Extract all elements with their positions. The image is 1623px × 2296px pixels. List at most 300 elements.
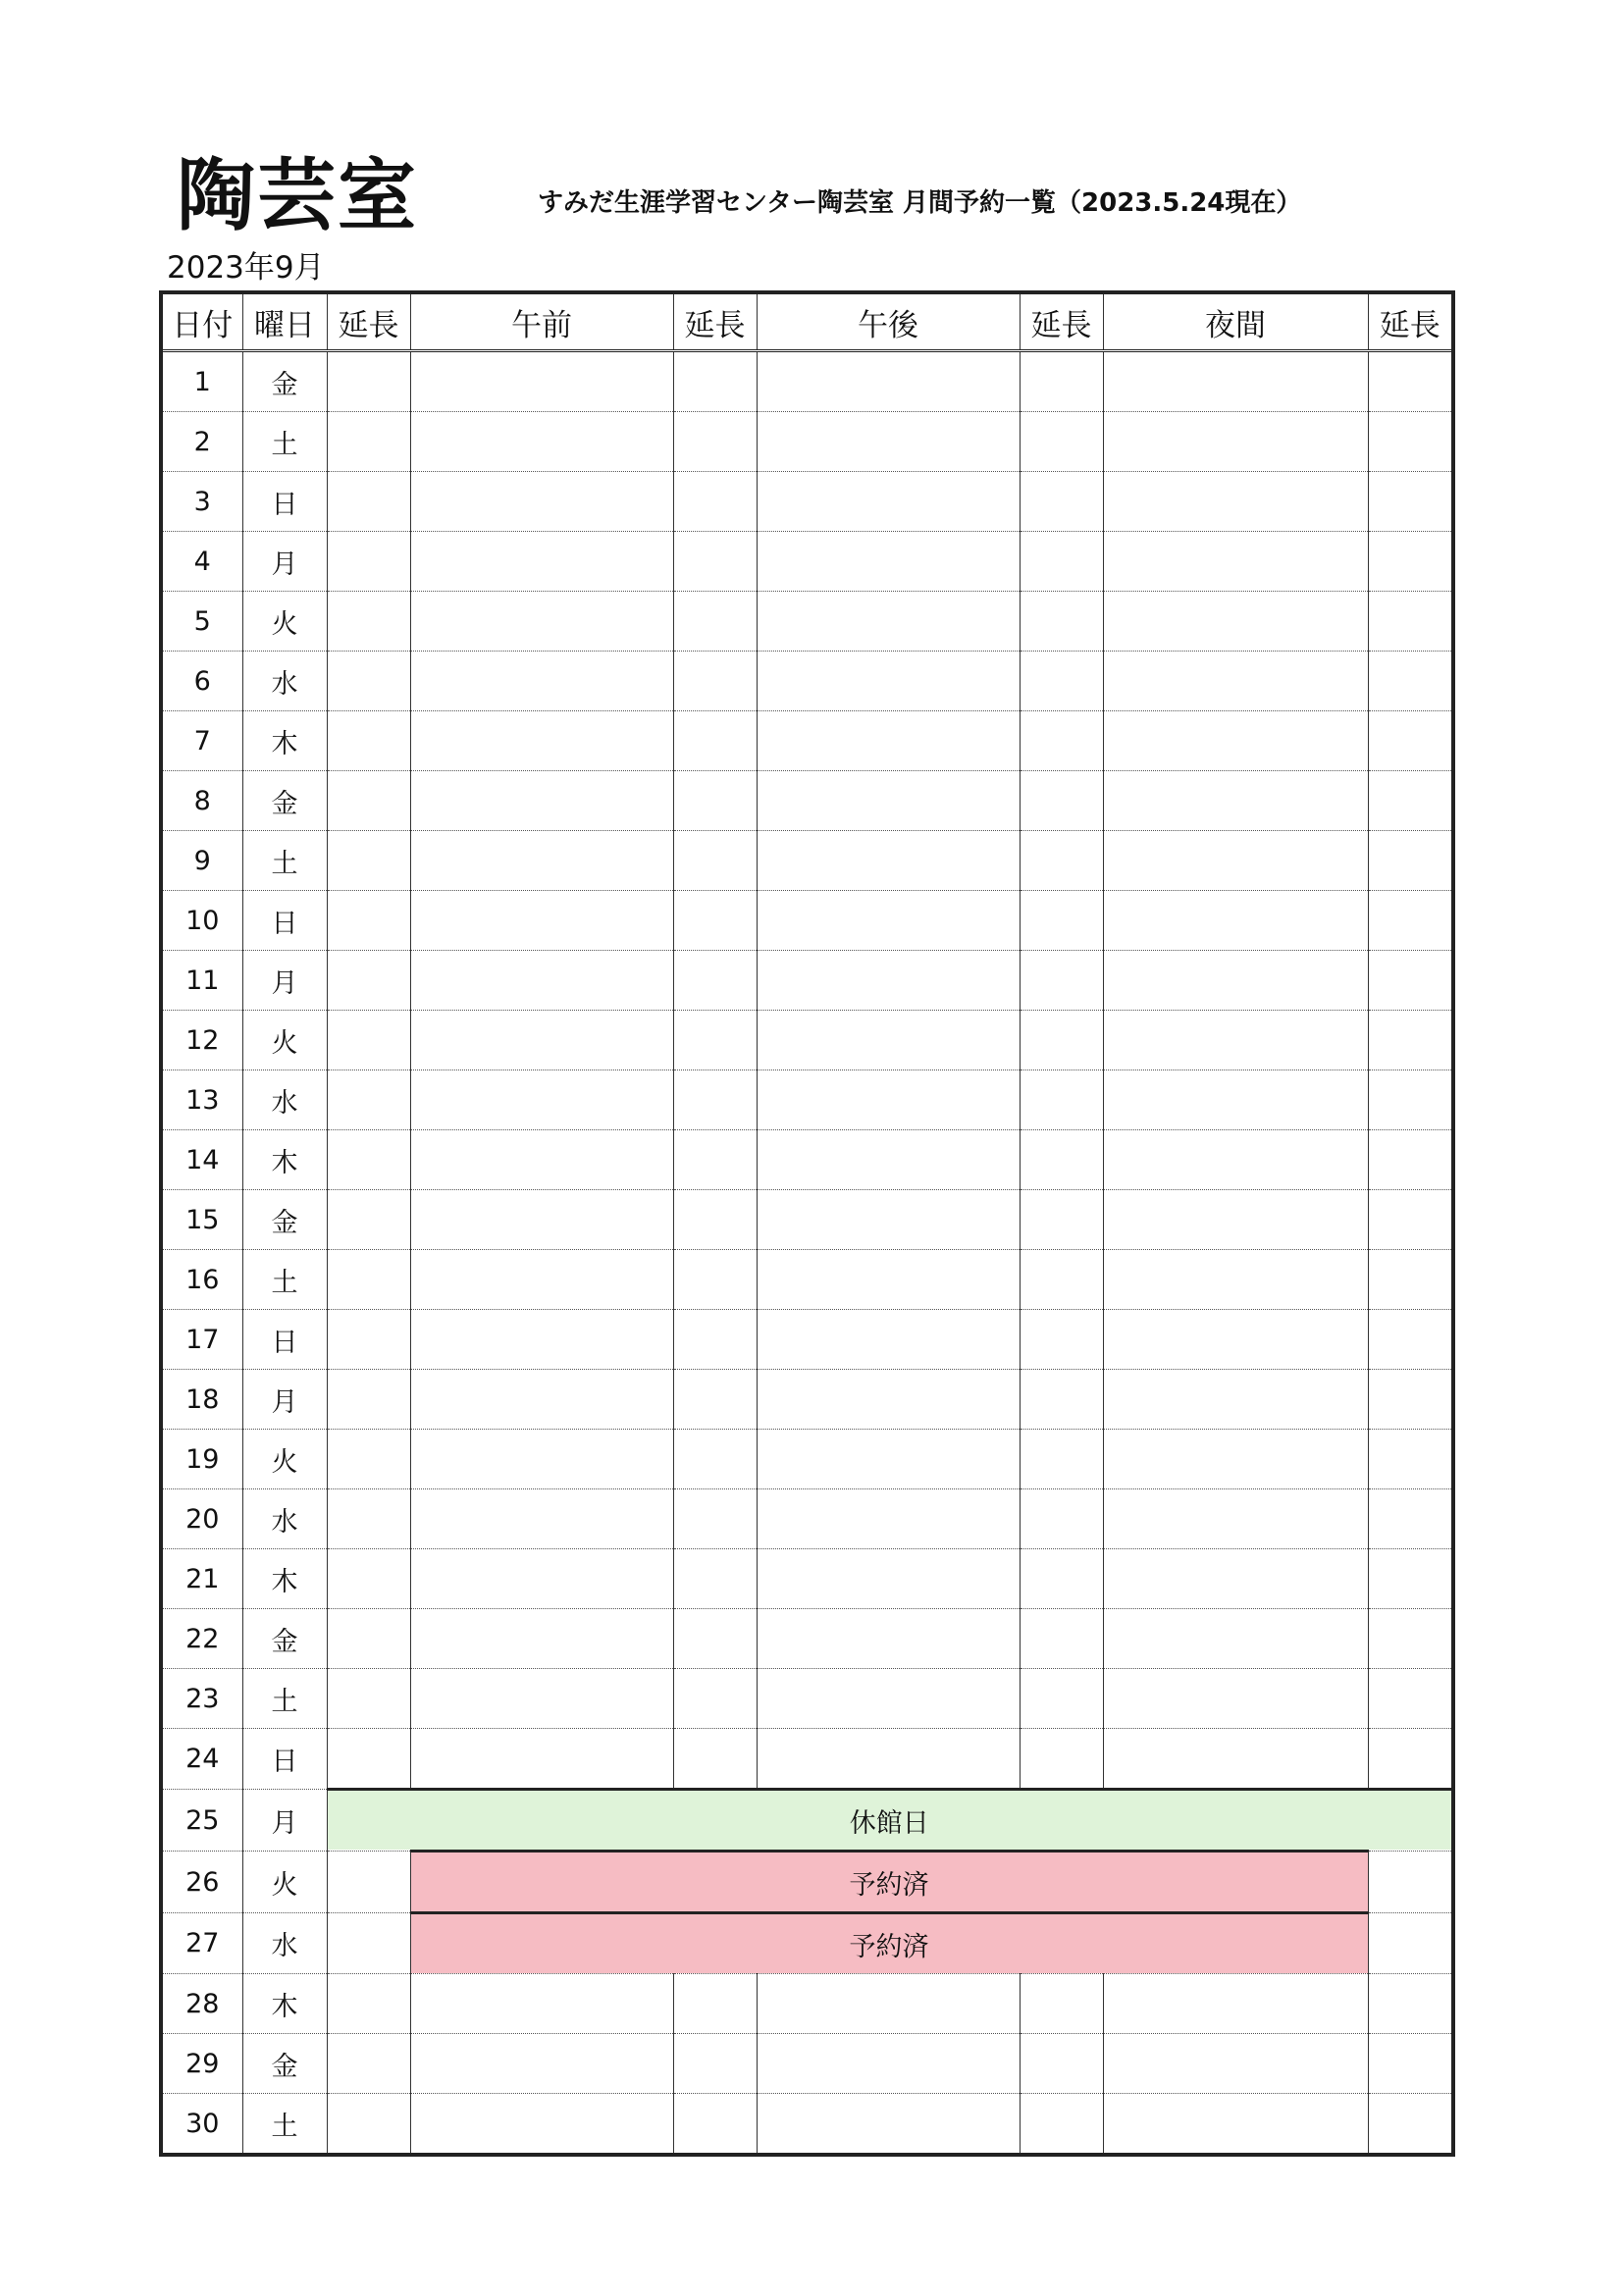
table-row	[161, 1790, 1453, 1852]
weekday-cell: 金	[242, 351, 327, 412]
table-row	[161, 1310, 1453, 1370]
extension-2-cell[interactable]	[673, 711, 757, 771]
weekday-cell: 木	[242, 1549, 327, 1609]
extension-2-cell[interactable]	[673, 1250, 757, 1310]
weekday-cell: 水	[242, 652, 327, 711]
extension-1-cell[interactable]	[327, 1130, 410, 1190]
evening-cell[interactable]	[1103, 1549, 1368, 1609]
extension-3-cell[interactable]	[1020, 2034, 1103, 2094]
extension-3-cell[interactable]	[1020, 652, 1103, 711]
date-cell: 23	[161, 1669, 242, 1729]
table-row	[161, 1974, 1453, 2034]
weekday-cell: 日	[242, 1729, 327, 1790]
evening-cell[interactable]	[1103, 891, 1368, 951]
evening-cell[interactable]	[1103, 951, 1368, 1011]
date-cell: 15	[161, 1190, 242, 1250]
date-cell: 25	[161, 1790, 242, 1852]
extension-1-cell[interactable]	[327, 1669, 410, 1729]
extension-3-cell[interactable]	[1020, 1310, 1103, 1370]
morning-cell[interactable]	[410, 711, 673, 771]
date-cell: 18	[161, 1370, 242, 1430]
table-row	[161, 1852, 1453, 1913]
date-cell: 1	[161, 351, 242, 412]
extension-3-cell[interactable]	[1020, 1549, 1103, 1609]
afternoon-cell[interactable]	[757, 831, 1020, 891]
extension-2-cell[interactable]	[673, 2034, 757, 2094]
afternoon-cell[interactable]	[757, 1549, 1020, 1609]
date-cell: 21	[161, 1549, 242, 1609]
extension-4-cell[interactable]	[1368, 1190, 1453, 1250]
morning-cell[interactable]	[410, 891, 673, 951]
date-cell: 6	[161, 652, 242, 711]
morning-cell[interactable]	[410, 2094, 673, 2156]
afternoon-cell[interactable]	[757, 1974, 1020, 2034]
date-cell: 17	[161, 1310, 242, 1370]
date-cell: 20	[161, 1489, 242, 1549]
table-row	[161, 1370, 1453, 1430]
extension-3-cell[interactable]	[1020, 472, 1103, 532]
booked-cell: 予約済	[410, 1913, 1368, 1974]
weekday-cell: 金	[242, 1609, 327, 1669]
weekday-cell: 木	[242, 711, 327, 771]
extension-4-cell[interactable]	[1368, 1250, 1453, 1310]
booked-cell: 予約済	[410, 1852, 1368, 1913]
extension-3-cell[interactable]	[1020, 532, 1103, 592]
extension-2-cell[interactable]	[673, 1549, 757, 1609]
extension-3-cell[interactable]	[1020, 831, 1103, 891]
table-row	[161, 891, 1453, 951]
table-row	[161, 951, 1453, 1011]
morning-cell[interactable]	[410, 652, 673, 711]
table-row	[161, 1489, 1453, 1549]
extension-1-cell[interactable]	[327, 1609, 410, 1669]
evening-cell[interactable]	[1103, 1430, 1368, 1489]
date-cell: 13	[161, 1070, 242, 1130]
extension-4-cell[interactable]	[1368, 592, 1453, 652]
evening-cell[interactable]	[1103, 1370, 1368, 1430]
extension-1-cell[interactable]	[327, 1011, 410, 1070]
weekday-cell: 土	[242, 831, 327, 891]
extension-2-cell[interactable]	[673, 532, 757, 592]
extension-4-cell[interactable]	[1368, 532, 1453, 592]
weekday-cell: 木	[242, 1974, 327, 2034]
evening-cell[interactable]	[1103, 711, 1368, 771]
extension-3-cell[interactable]	[1020, 891, 1103, 951]
afternoon-cell[interactable]	[757, 1130, 1020, 1190]
schedule-body	[161, 351, 1453, 2156]
extension-4-cell[interactable]	[1368, 652, 1453, 711]
table-row	[161, 831, 1453, 891]
table-row	[161, 532, 1453, 592]
extension-1-cell[interactable]	[327, 1974, 410, 2034]
table-row	[161, 1130, 1453, 1190]
afternoon-cell[interactable]	[757, 951, 1020, 1011]
extension-3-cell[interactable]	[1020, 1609, 1103, 1669]
extension-1-cell[interactable]	[327, 1370, 410, 1430]
evening-cell[interactable]	[1103, 532, 1368, 592]
morning-cell[interactable]	[410, 1070, 673, 1130]
extension-3-cell[interactable]	[1020, 1070, 1103, 1130]
weekday-cell: 日	[242, 891, 327, 951]
closed-day-cell: 休館日	[327, 1790, 1453, 1852]
evening-cell[interactable]	[1103, 592, 1368, 652]
date-cell: 27	[161, 1913, 242, 1974]
date-cell: 28	[161, 1974, 242, 2034]
evening-cell[interactable]	[1103, 1190, 1368, 1250]
extension-1-cell[interactable]	[327, 2094, 410, 2156]
extension-1-cell[interactable]	[327, 592, 410, 652]
morning-cell[interactable]	[410, 1250, 673, 1310]
table-row	[161, 2034, 1453, 2094]
afternoon-cell[interactable]	[757, 2094, 1020, 2156]
weekday-cell: 火	[242, 1430, 327, 1489]
table-row	[161, 1250, 1453, 1310]
weekday-cell: 月	[242, 951, 327, 1011]
evening-cell[interactable]	[1103, 1011, 1368, 1070]
morning-cell[interactable]	[410, 2034, 673, 2094]
extension-3-cell[interactable]	[1020, 1669, 1103, 1729]
extension-2-cell[interactable]	[673, 412, 757, 472]
column-header-extension-4: 延長	[1368, 292, 1453, 351]
weekday-cell: 土	[242, 1669, 327, 1729]
extension-2-cell[interactable]	[673, 1489, 757, 1549]
morning-cell[interactable]	[410, 1430, 673, 1489]
extension-4-cell[interactable]	[1368, 1852, 1453, 1913]
extension-1-cell[interactable]	[327, 831, 410, 891]
evening-cell[interactable]	[1103, 1250, 1368, 1310]
extension-4-cell[interactable]	[1368, 1974, 1453, 2034]
evening-cell[interactable]	[1103, 1609, 1368, 1669]
morning-cell[interactable]	[410, 532, 673, 592]
evening-cell[interactable]	[1103, 771, 1368, 831]
weekday-cell: 火	[242, 1852, 327, 1913]
extension-3-cell[interactable]	[1020, 2094, 1103, 2156]
date-cell: 10	[161, 891, 242, 951]
afternoon-cell[interactable]	[757, 2034, 1020, 2094]
date-cell: 7	[161, 711, 242, 771]
extension-3-cell[interactable]	[1020, 351, 1103, 412]
column-header-weekday: 曜日	[242, 292, 327, 351]
weekday-cell: 月	[242, 1790, 327, 1852]
afternoon-cell[interactable]	[757, 1729, 1020, 1790]
table-row	[161, 771, 1453, 831]
evening-cell[interactable]	[1103, 831, 1368, 891]
extension-4-cell[interactable]	[1368, 711, 1453, 771]
afternoon-cell[interactable]	[757, 1190, 1020, 1250]
extension-2-cell[interactable]	[673, 1011, 757, 1070]
column-header-afternoon: 午後	[757, 292, 1020, 351]
afternoon-cell[interactable]	[757, 711, 1020, 771]
column-header-evening: 夜間	[1103, 292, 1368, 351]
afternoon-cell[interactable]	[757, 532, 1020, 592]
extension-2-cell[interactable]	[673, 351, 757, 412]
extension-2-cell[interactable]	[673, 1669, 757, 1729]
extension-4-cell[interactable]	[1368, 1011, 1453, 1070]
evening-cell[interactable]	[1103, 2034, 1368, 2094]
table-row	[161, 1549, 1453, 1609]
morning-cell[interactable]	[410, 831, 673, 891]
table-row	[161, 351, 1453, 412]
afternoon-cell[interactable]	[757, 412, 1020, 472]
evening-cell[interactable]	[1103, 1310, 1368, 1370]
extension-2-cell[interactable]	[673, 951, 757, 1011]
extension-4-cell[interactable]	[1368, 951, 1453, 1011]
extension-1-cell[interactable]	[327, 1070, 410, 1130]
weekday-cell: 月	[242, 532, 327, 592]
extension-4-cell[interactable]	[1368, 2034, 1453, 2094]
extension-4-cell[interactable]	[1368, 1913, 1453, 1974]
morning-cell[interactable]	[410, 472, 673, 532]
extension-1-cell[interactable]	[327, 891, 410, 951]
evening-cell[interactable]	[1103, 652, 1368, 711]
afternoon-cell[interactable]	[757, 652, 1020, 711]
afternoon-cell[interactable]	[757, 472, 1020, 532]
extension-3-cell[interactable]	[1020, 1130, 1103, 1190]
extension-1-cell[interactable]	[327, 1310, 410, 1370]
table-row	[161, 711, 1453, 771]
extension-1-cell[interactable]	[327, 711, 410, 771]
extension-3-cell[interactable]	[1020, 1011, 1103, 1070]
morning-cell[interactable]	[410, 771, 673, 831]
table-row	[161, 1913, 1453, 1974]
table-row	[161, 1609, 1453, 1669]
date-cell: 9	[161, 831, 242, 891]
evening-cell[interactable]	[1103, 1669, 1368, 1729]
extension-3-cell[interactable]	[1020, 711, 1103, 771]
extension-4-cell[interactable]	[1368, 1130, 1453, 1190]
extension-4-cell[interactable]	[1368, 831, 1453, 891]
extension-4-cell[interactable]	[1368, 1370, 1453, 1430]
afternoon-cell[interactable]	[757, 1070, 1020, 1130]
extension-2-cell[interactable]	[673, 891, 757, 951]
extension-1-cell[interactable]	[327, 1549, 410, 1609]
extension-2-cell[interactable]	[673, 771, 757, 831]
date-cell: 3	[161, 472, 242, 532]
evening-cell[interactable]	[1103, 1489, 1368, 1549]
extension-1-cell[interactable]	[327, 351, 410, 412]
evening-cell[interactable]	[1103, 412, 1368, 472]
month-label: 2023年9月	[167, 250, 325, 286]
date-cell: 11	[161, 951, 242, 1011]
extension-4-cell[interactable]	[1368, 771, 1453, 831]
table-row	[161, 1669, 1453, 1729]
table-row	[161, 2094, 1453, 2156]
column-header-extension-1: 延長	[327, 292, 410, 351]
extension-2-cell[interactable]	[673, 1310, 757, 1370]
morning-cell[interactable]	[410, 1370, 673, 1430]
extension-4-cell[interactable]	[1368, 891, 1453, 951]
morning-cell[interactable]	[410, 1549, 673, 1609]
weekday-cell: 火	[242, 592, 327, 652]
morning-cell[interactable]	[410, 951, 673, 1011]
extension-4-cell[interactable]	[1368, 1669, 1453, 1729]
morning-cell[interactable]	[410, 412, 673, 472]
extension-2-cell[interactable]	[673, 592, 757, 652]
extension-3-cell[interactable]	[1020, 1489, 1103, 1549]
weekday-cell: 土	[242, 1250, 327, 1310]
date-cell: 8	[161, 771, 242, 831]
extension-2-cell[interactable]	[673, 1190, 757, 1250]
extension-4-cell[interactable]	[1368, 1489, 1453, 1549]
weekday-cell: 金	[242, 771, 327, 831]
extension-1-cell[interactable]	[327, 532, 410, 592]
extension-1-cell[interactable]	[327, 1852, 410, 1913]
afternoon-cell[interactable]	[757, 1011, 1020, 1070]
page-subtitle: すみだ生涯学習センター陶芸室 月間予約一覧（2023.5.24現在）	[538, 188, 1302, 218]
column-header-date: 日付	[161, 292, 242, 351]
afternoon-cell[interactable]	[757, 1669, 1020, 1729]
extension-4-cell[interactable]	[1368, 1609, 1453, 1669]
extension-2-cell[interactable]	[673, 1070, 757, 1130]
extension-2-cell[interactable]	[673, 1974, 757, 2034]
extension-2-cell[interactable]	[673, 1130, 757, 1190]
date-cell: 24	[161, 1729, 242, 1790]
extension-2-cell[interactable]	[673, 1370, 757, 1430]
morning-cell[interactable]	[410, 1130, 673, 1190]
column-header-morning: 午前	[410, 292, 673, 351]
extension-1-cell[interactable]	[327, 652, 410, 711]
morning-cell[interactable]	[410, 1609, 673, 1669]
header-row	[161, 292, 1453, 351]
extension-4-cell[interactable]	[1368, 351, 1453, 412]
evening-cell[interactable]	[1103, 351, 1368, 412]
morning-cell[interactable]	[410, 1974, 673, 2034]
date-cell: 5	[161, 592, 242, 652]
table-row	[161, 1190, 1453, 1250]
extension-3-cell[interactable]	[1020, 412, 1103, 472]
table-row	[161, 1011, 1453, 1070]
date-cell: 22	[161, 1609, 242, 1669]
evening-cell[interactable]	[1103, 1130, 1368, 1190]
weekday-cell: 火	[242, 1011, 327, 1070]
evening-cell[interactable]	[1103, 1974, 1368, 2034]
morning-cell[interactable]	[410, 1729, 673, 1790]
weekday-cell: 金	[242, 2034, 327, 2094]
weekday-cell: 日	[242, 472, 327, 532]
extension-2-cell[interactable]	[673, 831, 757, 891]
afternoon-cell[interactable]	[757, 1250, 1020, 1310]
extension-3-cell[interactable]	[1020, 592, 1103, 652]
extension-4-cell[interactable]	[1368, 412, 1453, 472]
table-row	[161, 592, 1453, 652]
extension-1-cell[interactable]	[327, 2034, 410, 2094]
extension-1-cell[interactable]	[327, 1729, 410, 1790]
weekday-cell: 土	[242, 412, 327, 472]
extension-3-cell[interactable]	[1020, 1250, 1103, 1310]
extension-4-cell[interactable]	[1368, 472, 1453, 532]
date-cell: 12	[161, 1011, 242, 1070]
extension-1-cell[interactable]	[327, 1913, 410, 1974]
evening-cell[interactable]	[1103, 2094, 1368, 2156]
afternoon-cell[interactable]	[757, 592, 1020, 652]
date-cell: 2	[161, 412, 242, 472]
extension-2-cell[interactable]	[673, 1430, 757, 1489]
weekday-cell: 水	[242, 1489, 327, 1549]
table-row	[161, 1729, 1453, 1790]
extension-3-cell[interactable]	[1020, 951, 1103, 1011]
extension-4-cell[interactable]	[1368, 1310, 1453, 1370]
extension-1-cell[interactable]	[327, 951, 410, 1011]
extension-2-cell[interactable]	[673, 652, 757, 711]
extension-3-cell[interactable]	[1020, 1430, 1103, 1489]
extension-1-cell[interactable]	[327, 1430, 410, 1489]
afternoon-cell[interactable]	[757, 891, 1020, 951]
afternoon-cell[interactable]	[757, 1430, 1020, 1489]
afternoon-cell[interactable]	[757, 351, 1020, 412]
afternoon-cell[interactable]	[757, 1609, 1020, 1669]
morning-cell[interactable]	[410, 592, 673, 652]
afternoon-cell[interactable]	[757, 1370, 1020, 1430]
column-header-extension-2: 延長	[673, 292, 757, 351]
table-row	[161, 412, 1453, 472]
evening-cell[interactable]	[1103, 1070, 1368, 1130]
afternoon-cell[interactable]	[757, 771, 1020, 831]
date-cell: 14	[161, 1130, 242, 1190]
extension-4-cell[interactable]	[1368, 1070, 1453, 1130]
morning-cell[interactable]	[410, 1190, 673, 1250]
extension-1-cell[interactable]	[327, 1190, 410, 1250]
extension-2-cell[interactable]	[673, 2094, 757, 2156]
date-cell: 4	[161, 532, 242, 592]
extension-1-cell[interactable]	[327, 1489, 410, 1549]
date-cell: 19	[161, 1430, 242, 1489]
weekday-cell: 木	[242, 1130, 327, 1190]
weekday-cell: 土	[242, 2094, 327, 2156]
extension-3-cell[interactable]	[1020, 1190, 1103, 1250]
extension-3-cell[interactable]	[1020, 1370, 1103, 1430]
extension-3-cell[interactable]	[1020, 1974, 1103, 2034]
weekday-cell: 金	[242, 1190, 327, 1250]
extension-4-cell[interactable]	[1368, 1430, 1453, 1489]
date-cell: 26	[161, 1852, 242, 1913]
extension-1-cell[interactable]	[327, 412, 410, 472]
extension-4-cell[interactable]	[1368, 2094, 1453, 2156]
date-cell: 29	[161, 2034, 242, 2094]
evening-cell[interactable]	[1103, 1729, 1368, 1790]
room-title: 陶芸室	[177, 150, 418, 241]
extension-3-cell[interactable]	[1020, 1729, 1103, 1790]
extension-2-cell[interactable]	[673, 472, 757, 532]
morning-cell[interactable]	[410, 351, 673, 412]
extension-4-cell[interactable]	[1368, 1549, 1453, 1609]
weekday-cell: 日	[242, 1310, 327, 1370]
table-row	[161, 472, 1453, 532]
weekday-cell: 月	[242, 1370, 327, 1430]
extension-3-cell[interactable]	[1020, 771, 1103, 831]
table-row	[161, 1070, 1453, 1130]
table-row	[161, 652, 1453, 711]
evening-cell[interactable]	[1103, 472, 1368, 532]
afternoon-cell[interactable]	[757, 1310, 1020, 1370]
extension-2-cell[interactable]	[673, 1609, 757, 1669]
extension-1-cell[interactable]	[327, 771, 410, 831]
morning-cell[interactable]	[410, 1669, 673, 1729]
weekday-cell: 水	[242, 1070, 327, 1130]
date-cell: 30	[161, 2094, 242, 2156]
morning-cell[interactable]	[410, 1310, 673, 1370]
morning-cell[interactable]	[410, 1011, 673, 1070]
extension-2-cell[interactable]	[673, 1729, 757, 1790]
extension-4-cell[interactable]	[1368, 1729, 1453, 1790]
reservation-table	[159, 290, 1455, 2157]
table-row	[161, 1430, 1453, 1489]
column-header-extension-3: 延長	[1020, 292, 1103, 351]
extension-1-cell[interactable]	[327, 472, 410, 532]
extension-1-cell[interactable]	[327, 1250, 410, 1310]
date-cell: 16	[161, 1250, 242, 1310]
morning-cell[interactable]	[410, 1489, 673, 1549]
afternoon-cell[interactable]	[757, 1489, 1020, 1549]
